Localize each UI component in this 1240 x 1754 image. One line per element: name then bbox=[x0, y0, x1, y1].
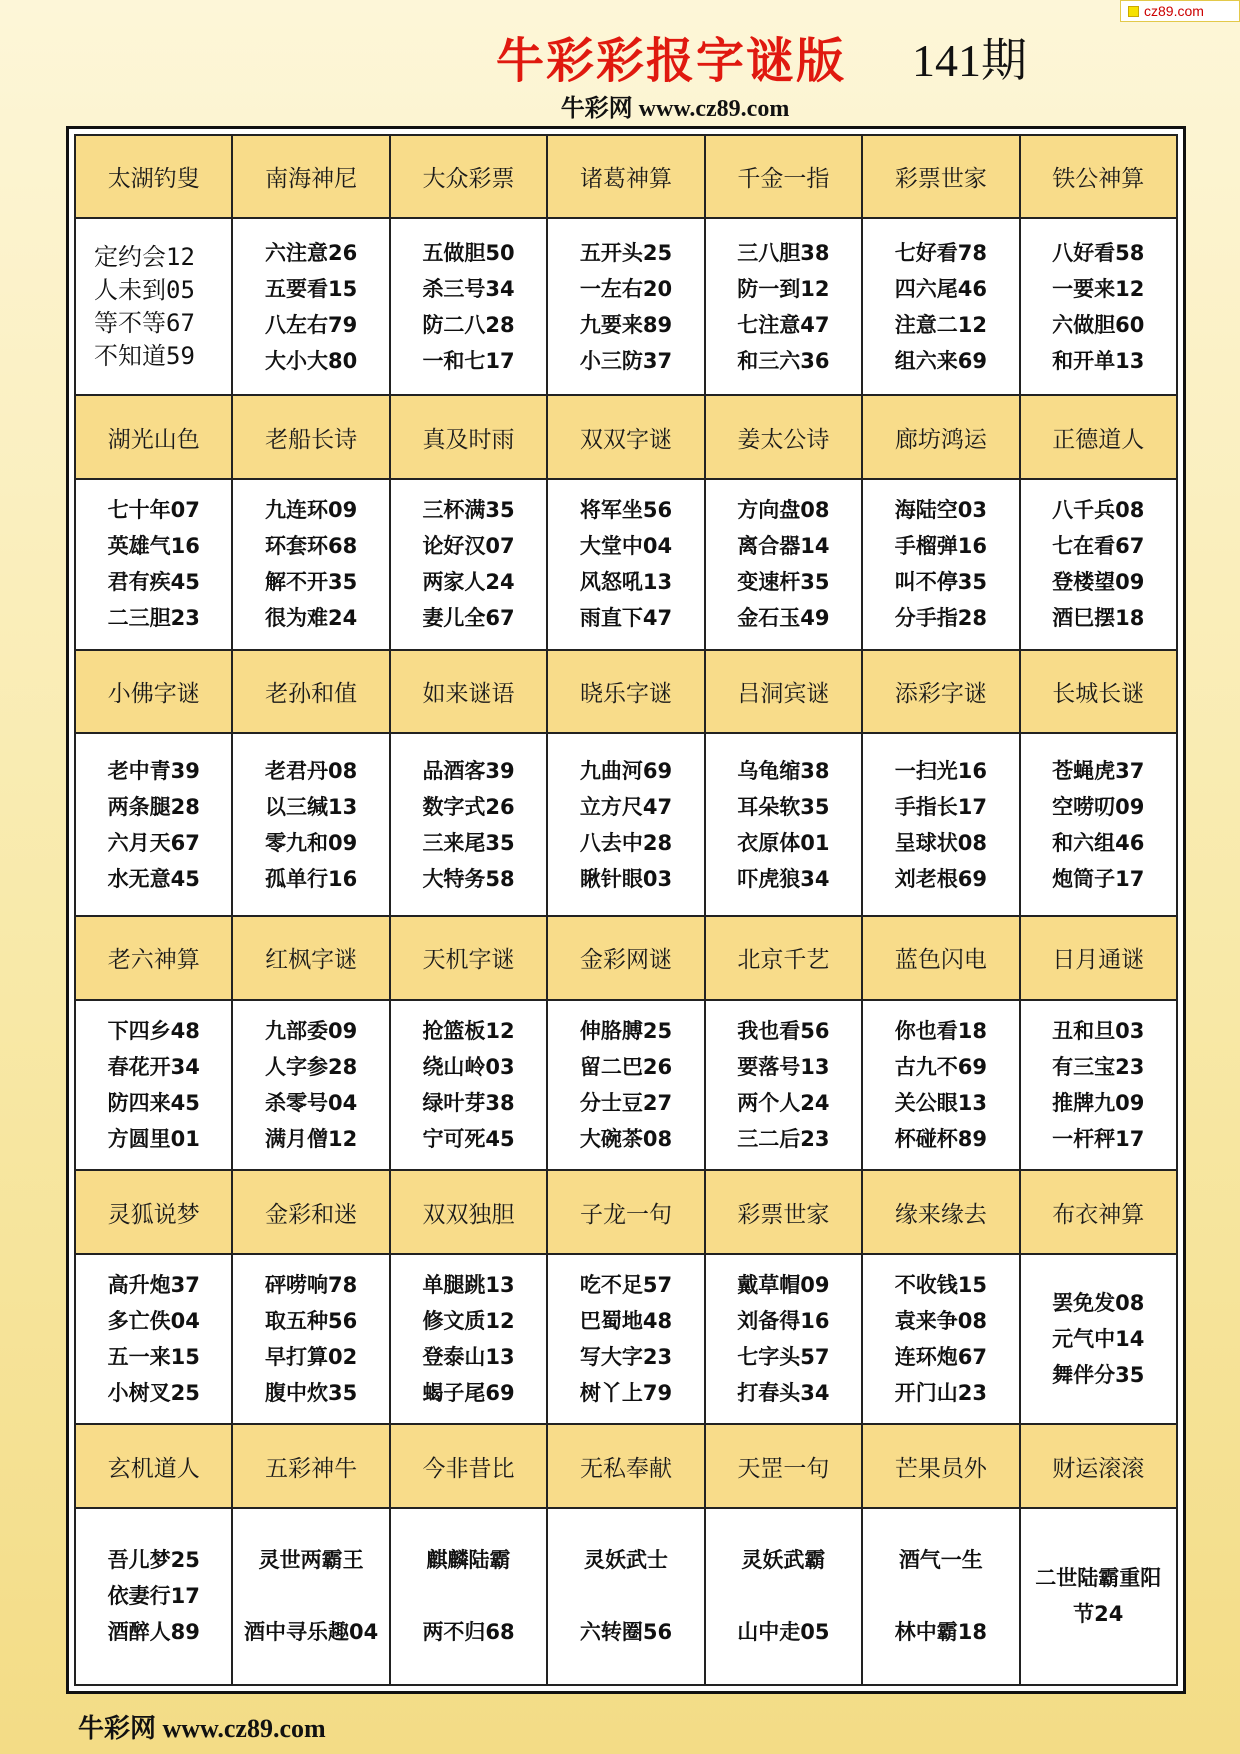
column-header-cell: 长城长谜 bbox=[1020, 650, 1177, 733]
riddle-line: 吓虎狼34 bbox=[737, 866, 830, 891]
riddle-line: 炮筒子17 bbox=[1052, 866, 1145, 891]
riddle-line: 树丫上79 bbox=[579, 1381, 673, 1406]
riddle-cell bbox=[862, 1254, 1019, 1425]
content-row bbox=[75, 479, 1177, 650]
column-header-cell: 老船长诗 bbox=[232, 395, 389, 478]
column-header-cell: 老六神算 bbox=[75, 916, 232, 999]
riddle-line: 蝎子尾69 bbox=[422, 1381, 515, 1406]
riddle-line: 海陆空03 bbox=[894, 498, 987, 523]
riddle-line: 刘老根69 bbox=[894, 866, 987, 891]
riddle-line: 金石玉49 bbox=[737, 606, 830, 631]
riddle-line: 三杯满35 bbox=[422, 498, 515, 523]
riddle-line: 分手指28 bbox=[894, 606, 987, 631]
riddle-cell bbox=[547, 479, 704, 650]
riddle-line: 麒麟陆霸 bbox=[426, 1548, 511, 1573]
riddle-line: 呈球状08 bbox=[894, 830, 987, 855]
riddle-line: 论好汉07 bbox=[422, 534, 515, 559]
column-header-cell: 晓乐字谜 bbox=[547, 650, 704, 733]
riddle-line: 春花开34 bbox=[107, 1054, 200, 1079]
riddle-line: 一左右20 bbox=[579, 276, 673, 301]
riddle-line: 英雄气16 bbox=[107, 534, 200, 559]
column-header-cell: 今非昔比 bbox=[390, 1424, 547, 1507]
riddle-line: 酒巳摆18 bbox=[1052, 606, 1145, 631]
riddle-line: 很为难24 bbox=[265, 606, 358, 631]
riddle-cell bbox=[232, 733, 389, 917]
riddle-line: 九曲河69 bbox=[579, 758, 673, 783]
riddle-line: 八去中28 bbox=[579, 830, 673, 855]
column-header-cell: 五彩神牛 bbox=[232, 1424, 389, 1507]
riddle-cell bbox=[232, 1000, 389, 1171]
riddle-line: 砰唠响78 bbox=[265, 1273, 358, 1298]
riddle-line: 老君丹08 bbox=[265, 758, 358, 783]
riddle-line: 变速杆35 bbox=[737, 570, 830, 595]
riddle-line: 巴蜀地48 bbox=[579, 1309, 673, 1334]
riddle-line: 依妻行17 bbox=[107, 1584, 200, 1609]
column-header-cell: 金彩和迷 bbox=[232, 1170, 389, 1253]
riddle-cell bbox=[75, 733, 232, 917]
column-header-cell: 灵狐说梦 bbox=[75, 1170, 232, 1253]
content-row bbox=[75, 1000, 1177, 1171]
column-header-cell: 双双字谜 bbox=[547, 395, 704, 478]
riddle-cell bbox=[547, 1000, 704, 1171]
riddle-cell bbox=[1020, 1254, 1177, 1425]
riddle-line: 空唠叨09 bbox=[1052, 794, 1145, 819]
riddle-line: 大小大80 bbox=[265, 348, 358, 373]
riddle-cell bbox=[705, 1254, 862, 1425]
header-row bbox=[75, 135, 1177, 218]
riddle-line: 不知道59 bbox=[94, 341, 195, 370]
riddle-line: 水无意45 bbox=[107, 866, 200, 891]
riddle-cell bbox=[705, 1508, 862, 1685]
riddle-line: 苍蝇虎37 bbox=[1052, 758, 1145, 783]
riddle-line: 腹中炊35 bbox=[265, 1381, 358, 1406]
riddle-line: 方圆里01 bbox=[107, 1126, 200, 1151]
content-row bbox=[75, 1508, 1177, 1685]
riddle-line: 两条腿28 bbox=[107, 794, 200, 819]
riddle-line: 三二后23 bbox=[737, 1126, 830, 1151]
riddle-line: 组六来69 bbox=[894, 348, 987, 373]
riddle-line: 和开单13 bbox=[1052, 348, 1145, 373]
riddle-line: 和三六36 bbox=[737, 348, 830, 373]
column-header-cell: 千金一指 bbox=[705, 135, 862, 218]
riddle-line: 罢免发08 bbox=[1052, 1291, 1145, 1316]
riddle-line: 定约会12 bbox=[94, 242, 195, 271]
riddle-line: 灵世两霸王 bbox=[258, 1548, 364, 1573]
riddle-line: 写大字23 bbox=[579, 1345, 673, 1370]
riddle-line: 一扫光16 bbox=[894, 758, 987, 783]
riddle-cell bbox=[75, 479, 232, 650]
riddle-cell bbox=[862, 733, 1019, 917]
riddle-cell bbox=[390, 479, 547, 650]
column-header-cell: 添彩字谜 bbox=[862, 650, 1019, 733]
riddle-line: 五要看15 bbox=[265, 276, 358, 301]
riddle-line: 五一来15 bbox=[107, 1345, 200, 1370]
riddle-cell bbox=[705, 479, 862, 650]
riddle-line: 等不等67 bbox=[94, 308, 195, 337]
riddle-line: 杯碰杯89 bbox=[894, 1126, 987, 1151]
riddle-line: 九连环09 bbox=[265, 498, 358, 523]
footer: 牛彩网 www.cz89.com bbox=[78, 1714, 326, 1743]
riddle-cell bbox=[232, 479, 389, 650]
riddle-line: 解不开35 bbox=[265, 570, 358, 595]
riddle-line: 七字头57 bbox=[737, 1345, 830, 1370]
riddle-line: 戴草帽09 bbox=[737, 1273, 830, 1298]
riddle-line: 多亡佚04 bbox=[107, 1309, 200, 1334]
riddle-line: 人未到05 bbox=[94, 275, 195, 304]
column-header-cell: 南海神尼 bbox=[232, 135, 389, 218]
column-header-cell: 吕洞宾谜 bbox=[705, 650, 862, 733]
column-header-cell: 老孙和值 bbox=[232, 650, 389, 733]
riddle-line: 四六尾46 bbox=[894, 276, 987, 301]
riddle-line: 你也看18 bbox=[894, 1018, 987, 1043]
riddle-line: 修文质12 bbox=[422, 1309, 515, 1334]
riddle-cell bbox=[390, 218, 547, 395]
content-row bbox=[75, 218, 1177, 395]
riddle-line: 品酒客39 bbox=[422, 758, 515, 783]
riddle-line: 九部委09 bbox=[265, 1018, 358, 1043]
riddle-line: 两不归68 bbox=[422, 1620, 515, 1645]
riddle-line: 数字式26 bbox=[422, 794, 515, 819]
column-header-cell: 诸葛神算 bbox=[547, 135, 704, 218]
riddle-line: 八左右79 bbox=[265, 312, 358, 337]
riddle-cell bbox=[232, 1254, 389, 1425]
riddle-line: 七十年07 bbox=[107, 498, 200, 523]
riddle-line: 瞅针眼03 bbox=[579, 866, 673, 891]
riddle-line: 风怒吼13 bbox=[579, 570, 673, 595]
riddle-line: 留二巴26 bbox=[579, 1054, 673, 1079]
riddle-line: 小树叉25 bbox=[107, 1381, 200, 1406]
riddle-line: 灵妖武士 bbox=[583, 1548, 668, 1573]
riddle-line: 五开头25 bbox=[579, 240, 673, 265]
spacer bbox=[391, 1578, 546, 1614]
column-header-cell: 缘来缘去 bbox=[862, 1170, 1019, 1253]
riddle-line: 丑和旦03 bbox=[1052, 1018, 1145, 1043]
riddle-line: 离合器14 bbox=[737, 534, 830, 559]
riddle-cell bbox=[862, 1000, 1019, 1171]
riddle-line: 连环炮67 bbox=[894, 1345, 987, 1370]
spacer bbox=[863, 1578, 1018, 1614]
riddle-line: 酒中寻乐趣04 bbox=[244, 1620, 379, 1645]
riddle-line: 大碗茶08 bbox=[579, 1126, 673, 1151]
riddle-cell bbox=[705, 733, 862, 917]
riddle-line: 孤单行16 bbox=[265, 866, 358, 891]
column-header-cell: 布衣神算 bbox=[1020, 1170, 1177, 1253]
riddle-line: 雨直下47 bbox=[579, 606, 673, 631]
riddle-line: 抢篮板12 bbox=[422, 1018, 515, 1043]
riddle-line: 高升炮37 bbox=[107, 1273, 200, 1298]
riddle-line: 有三宝23 bbox=[1052, 1054, 1145, 1079]
riddle-line: 七好看78 bbox=[894, 240, 987, 265]
column-header-cell: 湖光山色 bbox=[75, 395, 232, 478]
column-header-cell: 无私奉献 bbox=[547, 1424, 704, 1507]
column-header-cell: 金彩网谜 bbox=[547, 916, 704, 999]
riddle-cell bbox=[390, 1508, 547, 1685]
riddle-line: 五做胆50 bbox=[422, 240, 515, 265]
spacer bbox=[233, 1578, 388, 1614]
riddle-line: 登泰山13 bbox=[422, 1345, 515, 1370]
column-header-cell: 彩票世家 bbox=[705, 1170, 862, 1253]
riddle-line: 取五种56 bbox=[265, 1309, 358, 1334]
riddle-line: 叫不停35 bbox=[894, 570, 987, 595]
riddle-line: 杀零号04 bbox=[265, 1090, 358, 1115]
content-row bbox=[75, 1254, 1177, 1425]
riddle-line: 乌龟缩38 bbox=[737, 758, 830, 783]
riddle-line: 袁来争08 bbox=[894, 1309, 987, 1334]
riddle-cell bbox=[1020, 1000, 1177, 1171]
column-header-cell: 姜太公诗 bbox=[705, 395, 862, 478]
riddle-line: 吃不足57 bbox=[579, 1273, 673, 1298]
riddle-line: 要落号13 bbox=[737, 1054, 830, 1079]
riddle-line: 酒气一生 bbox=[898, 1548, 983, 1573]
riddle-cell bbox=[862, 479, 1019, 650]
page-title: 牛彩彩报字谜版 bbox=[496, 33, 847, 89]
riddle-line: 早打算02 bbox=[265, 1345, 358, 1370]
riddle-line: 大堂中04 bbox=[579, 534, 673, 559]
riddle-cell bbox=[1020, 733, 1177, 917]
header-row bbox=[75, 916, 1177, 999]
riddle-line: 老中青39 bbox=[107, 758, 200, 783]
column-header-cell: 如来谜语 bbox=[390, 650, 547, 733]
issue-number: 141期 bbox=[912, 35, 1027, 86]
column-header-cell: 铁公神算 bbox=[1020, 135, 1177, 218]
riddle-cell bbox=[75, 1254, 232, 1425]
riddle-line: 手榴弹16 bbox=[894, 534, 987, 559]
riddle-line: 六月天67 bbox=[107, 830, 200, 855]
riddle-table-frame bbox=[66, 126, 1186, 1694]
riddle-cell bbox=[1020, 218, 1177, 395]
riddle-line: 不收钱15 bbox=[894, 1273, 987, 1298]
header-row bbox=[75, 1170, 1177, 1253]
riddle-line: 节24 bbox=[1073, 1602, 1124, 1627]
column-header-cell: 大众彩票 bbox=[390, 135, 547, 218]
riddle-line: 手指长17 bbox=[894, 794, 987, 819]
riddle-line: 环套环68 bbox=[265, 534, 358, 559]
badge-text: cz89.com bbox=[1144, 3, 1204, 19]
riddle-line: 刘备得16 bbox=[737, 1309, 830, 1334]
riddle-cell bbox=[547, 218, 704, 395]
riddle-cell bbox=[390, 733, 547, 917]
riddle-cell bbox=[75, 218, 232, 395]
riddle-line: 小三防37 bbox=[579, 348, 673, 373]
riddle-line: 一要来12 bbox=[1052, 276, 1145, 301]
riddle-line: 立方尺47 bbox=[579, 794, 673, 819]
column-header-cell: 双双独胆 bbox=[390, 1170, 547, 1253]
riddle-line: 推牌九09 bbox=[1052, 1090, 1145, 1115]
riddle-cell bbox=[547, 733, 704, 917]
spacer bbox=[548, 1578, 703, 1614]
column-header-cell: 天罡一句 bbox=[705, 1424, 862, 1507]
badge-square-icon bbox=[1128, 6, 1139, 17]
riddle-line: 宁可死45 bbox=[422, 1126, 515, 1151]
riddle-line: 元气中14 bbox=[1052, 1327, 1145, 1352]
riddle-line: 杀三号34 bbox=[422, 276, 515, 301]
riddle-line: 七在看67 bbox=[1052, 534, 1145, 559]
riddle-line: 防四来45 bbox=[107, 1090, 200, 1115]
column-header-cell: 廊坊鸿运 bbox=[862, 395, 1019, 478]
riddle-line: 零九和09 bbox=[265, 830, 358, 855]
riddle-line: 伸胳膊25 bbox=[579, 1018, 673, 1043]
riddle-line: 酒醉人89 bbox=[107, 1620, 200, 1645]
riddle-line: 衣原体01 bbox=[737, 830, 830, 855]
riddle-line: 二世陆霸重阳 bbox=[1035, 1566, 1162, 1591]
header-row bbox=[75, 1424, 1177, 1507]
riddle-line: 三八胆38 bbox=[737, 240, 830, 265]
riddle-line: 我也看56 bbox=[737, 1018, 830, 1043]
riddle-line: 人字参28 bbox=[265, 1054, 358, 1079]
riddle-cell bbox=[390, 1000, 547, 1171]
column-header-cell: 真及时雨 bbox=[390, 395, 547, 478]
riddle-cell bbox=[232, 218, 389, 395]
riddle-line: 六转圈56 bbox=[579, 1620, 673, 1645]
riddle-line: 注意二12 bbox=[894, 312, 987, 337]
riddle-cell bbox=[75, 1000, 232, 1171]
subtitle: 牛彩网 www.cz89.com bbox=[560, 96, 790, 122]
riddle-line: 分士豆27 bbox=[579, 1090, 673, 1115]
riddle-line: 古九不69 bbox=[894, 1054, 987, 1079]
riddle-line: 两个人24 bbox=[737, 1090, 830, 1115]
header-row bbox=[75, 395, 1177, 478]
riddle-line: 山中走05 bbox=[737, 1620, 830, 1645]
riddle-line: 一和七17 bbox=[422, 348, 515, 373]
riddle-line: 绿叶芽38 bbox=[422, 1090, 515, 1115]
riddle-line: 绕山岭03 bbox=[422, 1054, 515, 1079]
riddle-line: 登楼望09 bbox=[1052, 570, 1145, 595]
riddle-line: 一杆秤17 bbox=[1052, 1126, 1145, 1151]
riddle-line: 以三缄13 bbox=[265, 794, 358, 819]
riddle-line: 舞伴分35 bbox=[1052, 1363, 1145, 1388]
riddle-line: 关公眼13 bbox=[894, 1090, 987, 1115]
riddle-line: 林中霸18 bbox=[894, 1620, 987, 1645]
riddle-line: 八千兵08 bbox=[1052, 498, 1145, 523]
content-row bbox=[75, 733, 1177, 917]
riddle-line: 耳朵软35 bbox=[737, 794, 830, 819]
riddle-line: 开门山23 bbox=[894, 1381, 987, 1406]
riddle-line: 三来尾35 bbox=[422, 830, 515, 855]
riddle-line: 君有疾45 bbox=[107, 570, 200, 595]
column-header-cell: 芒果员外 bbox=[862, 1424, 1019, 1507]
riddle-table bbox=[74, 134, 1178, 1686]
column-header-cell: 彩票世家 bbox=[862, 135, 1019, 218]
riddle-line: 下四乡48 bbox=[107, 1018, 200, 1043]
column-header-cell: 蓝色闪电 bbox=[862, 916, 1019, 999]
riddle-cell bbox=[75, 1508, 232, 1685]
riddle-cell bbox=[547, 1508, 704, 1685]
column-header-cell: 北京千艺 bbox=[705, 916, 862, 999]
riddle-cell bbox=[232, 1508, 389, 1685]
riddle-line: 妻儿全67 bbox=[422, 606, 515, 631]
riddle-line: 方向盘08 bbox=[737, 498, 830, 523]
riddle-cell bbox=[1020, 1508, 1177, 1685]
riddle-line: 满月僧12 bbox=[265, 1126, 358, 1151]
riddle-line: 九要来89 bbox=[579, 312, 673, 337]
riddle-cell bbox=[705, 1000, 862, 1171]
column-header-cell: 天机字谜 bbox=[390, 916, 547, 999]
column-header-cell: 子龙一句 bbox=[547, 1170, 704, 1253]
riddle-line: 八好看58 bbox=[1052, 240, 1145, 265]
column-header-cell: 小佛字谜 bbox=[75, 650, 232, 733]
column-header-cell: 太湖钓叟 bbox=[75, 135, 232, 218]
riddle-line: 单腿跳13 bbox=[422, 1273, 515, 1298]
header bbox=[0, 18, 1240, 89]
riddle-cell bbox=[390, 1254, 547, 1425]
riddle-line: 灵妖武霸 bbox=[741, 1548, 826, 1573]
column-header-cell: 财运滚滚 bbox=[1020, 1424, 1177, 1507]
riddle-line: 六做胆60 bbox=[1052, 312, 1145, 337]
riddle-line: 和六组46 bbox=[1052, 830, 1145, 855]
column-header-cell: 日月通谜 bbox=[1020, 916, 1177, 999]
spacer bbox=[706, 1578, 861, 1614]
header-row bbox=[75, 650, 1177, 733]
riddle-line: 七注意47 bbox=[737, 312, 830, 337]
riddle-cell bbox=[1020, 479, 1177, 650]
riddle-line: 大特务58 bbox=[422, 866, 515, 891]
riddle-cell bbox=[862, 218, 1019, 395]
riddle-line: 防一到12 bbox=[737, 276, 830, 301]
riddle-line: 六注意26 bbox=[265, 240, 358, 265]
riddle-line: 吾儿梦25 bbox=[107, 1548, 200, 1573]
riddle-line: 打春头34 bbox=[737, 1381, 830, 1406]
column-header-cell: 玄机道人 bbox=[75, 1424, 232, 1507]
riddle-line: 两家人24 bbox=[422, 570, 515, 595]
riddle-line: 将军坐56 bbox=[579, 498, 673, 523]
column-header-cell: 红枫字谜 bbox=[232, 916, 389, 999]
riddle-cell bbox=[705, 218, 862, 395]
riddle-line: 防二八28 bbox=[422, 312, 515, 337]
riddle-line: 二三胆23 bbox=[107, 606, 200, 631]
riddle-cell bbox=[862, 1508, 1019, 1685]
riddle-cell bbox=[547, 1254, 704, 1425]
column-header-cell: 正德道人 bbox=[1020, 395, 1177, 478]
